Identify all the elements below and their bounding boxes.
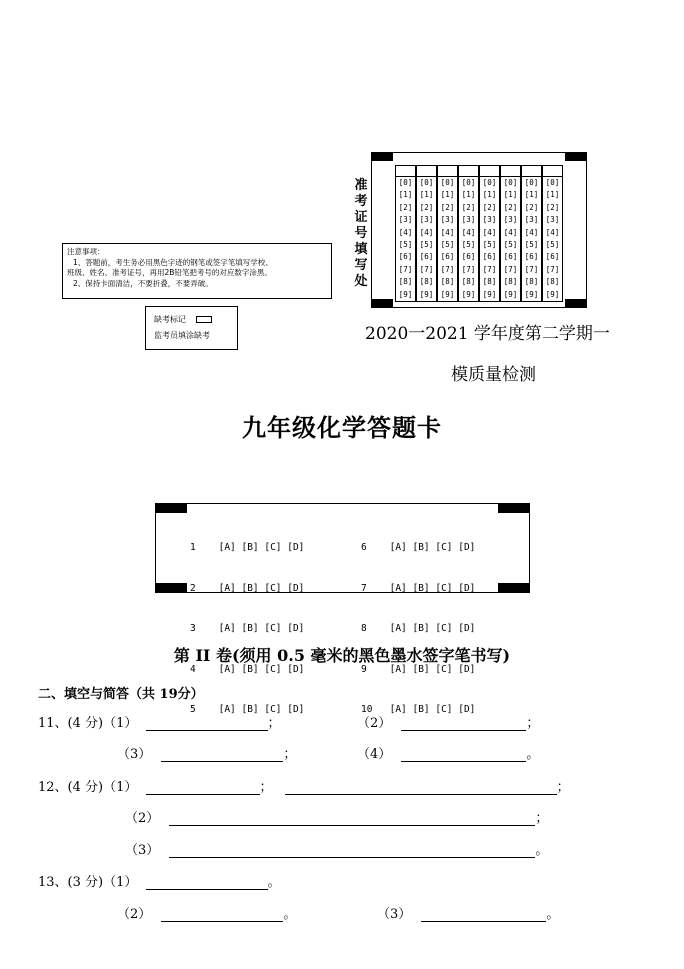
- id-write-cell[interactable]: [501, 166, 520, 177]
- id-digit-column: [500, 165, 521, 302]
- id-digit-bubble[interactable]: [6]: [419, 252, 434, 262]
- id-digit-bubble[interactable]: [2]: [398, 202, 413, 212]
- id-digit-bubble[interactable]: [7]: [503, 264, 518, 274]
- q13-line-1: [38, 871, 281, 890]
- answer-blank[interactable]: [285, 782, 557, 795]
- q12-line-1: [38, 776, 570, 795]
- id-digit-bubble[interactable]: [9]: [461, 289, 476, 299]
- q11-line-1b: [357, 712, 539, 731]
- period: 。: [546, 907, 560, 922]
- id-write-cell[interactable]: [438, 166, 457, 177]
- id-digit-bubble[interactable]: [4]: [419, 227, 434, 237]
- id-digit-bubble[interactable]: [7]: [419, 264, 434, 274]
- id-digit-bubble[interactable]: [3]: [545, 215, 560, 225]
- id-digit-bubble[interactable]: [4]: [482, 227, 497, 237]
- mc-row[interactable]: 2 [A] [B] [C] [D]: [190, 582, 305, 594]
- id-digit-bubble[interactable]: [9]: [482, 289, 497, 299]
- absent-mark-checkbox[interactable]: [196, 316, 212, 323]
- corner-mark: [565, 299, 587, 308]
- id-digit-bubble[interactable]: [7]: [440, 264, 455, 274]
- id-digit-bubble[interactable]: [5]: [482, 240, 497, 250]
- mc-row[interactable]: 4 [A] [B] [C] [D]: [190, 663, 305, 675]
- page-title: 九年级化学答题卡: [242, 413, 442, 442]
- id-digit-bubble[interactable]: [9]: [524, 289, 539, 299]
- id-digit-bubble[interactable]: [2]: [482, 202, 497, 212]
- q12-part-3: （3）: [125, 843, 160, 858]
- id-digit-bubble[interactable]: [8]: [461, 277, 476, 287]
- q13-line-2b: [377, 903, 559, 922]
- answer-blank[interactable]: [421, 909, 546, 922]
- period: 。: [526, 747, 540, 762]
- answer-blank[interactable]: [161, 909, 283, 922]
- answer-blank[interactable]: [169, 845, 535, 858]
- corner-mark: [565, 152, 587, 161]
- id-digit-bubble[interactable]: [2]: [461, 202, 476, 212]
- q12-part-2: （2）: [125, 811, 160, 826]
- id-digit-bubble[interactable]: [1]: [461, 190, 476, 200]
- id-digit-bubble[interactable]: [6]: [524, 252, 539, 262]
- notice-line-1: 1、答题前，考生务必用黑色字迹的钢笔或签字笔填写学校、: [73, 257, 273, 267]
- id-digit-bubble[interactable]: [8]: [524, 277, 539, 287]
- id-digit-bubble[interactable]: [9]: [440, 289, 455, 299]
- id-digit-bubble[interactable]: [6]: [503, 252, 518, 262]
- semicolon: ；: [526, 716, 540, 731]
- id-digit-column: [521, 165, 542, 302]
- period: 。: [283, 907, 297, 922]
- corner-mark: [498, 583, 530, 593]
- id-digit-bubble[interactable]: [1]: [524, 190, 539, 200]
- id-digit-bubble[interactable]: [1]: [545, 190, 560, 200]
- answer-blank[interactable]: [161, 749, 283, 762]
- id-digit-bubble[interactable]: [5]: [398, 240, 413, 250]
- id-digit-bubble[interactable]: [3]: [398, 215, 413, 225]
- id-digit-bubble[interactable]: [7]: [398, 264, 413, 274]
- id-digit-bubble[interactable]: [7]: [524, 264, 539, 274]
- answer-blank[interactable]: [169, 813, 535, 826]
- id-number-grid: [371, 152, 587, 308]
- id-write-cell[interactable]: [522, 166, 541, 177]
- q13-part-3: （3）: [377, 907, 412, 922]
- id-digit-bubble[interactable]: [8]: [398, 277, 413, 287]
- id-digit-bubble[interactable]: [1]: [419, 190, 434, 200]
- q12-head: 12、(4 分)（1）: [38, 780, 138, 795]
- notice-title: 注意事项：: [67, 247, 105, 256]
- id-digit-bubble[interactable]: [2]: [524, 202, 539, 212]
- period: 。: [535, 843, 549, 858]
- id-digit-bubble[interactable]: [5]: [545, 240, 560, 250]
- id-digit-bubble[interactable]: [5]: [440, 240, 455, 250]
- mc-row[interactable]: 8 [A] [B] [C] [D]: [361, 623, 476, 634]
- mc-row[interactable]: 7 [A] [B] [C] [D]: [361, 582, 476, 594]
- id-digit-bubble[interactable]: [0]: [524, 178, 539, 187]
- absent-mark-label: 缺考标记: [154, 314, 186, 324]
- id-write-cell[interactable]: [417, 166, 436, 177]
- id-digit-bubble[interactable]: [7]: [482, 264, 497, 274]
- id-digit-bubble[interactable]: [5]: [419, 240, 434, 250]
- q11-part-3: （3）: [117, 747, 152, 762]
- semicolon: ；: [556, 780, 570, 795]
- term-line: 2020一2021 学年度第二学期一: [365, 324, 610, 344]
- notice-box: [62, 243, 332, 299]
- id-digit-bubble[interactable]: [6]: [545, 252, 560, 262]
- id-digit-bubble[interactable]: [0]: [419, 178, 434, 187]
- id-digit-bubble[interactable]: [8]: [545, 277, 560, 287]
- id-write-cell[interactable]: [543, 166, 562, 177]
- id-digit-bubble[interactable]: [1]: [398, 190, 413, 200]
- q11-line-2b: [357, 743, 539, 762]
- id-digit-bubble[interactable]: [3]: [461, 215, 476, 225]
- id-digit-bubble[interactable]: [3]: [482, 215, 497, 225]
- mc-row[interactable]: 9 [A] [B] [C] [D]: [361, 663, 476, 675]
- q12-line-3: [125, 839, 548, 858]
- term-line-2: 模质量检测: [451, 365, 536, 385]
- id-digit-bubble[interactable]: [4]: [461, 227, 476, 237]
- id-digit-bubble[interactable]: [9]: [503, 289, 518, 299]
- mc-row[interactable]: 6 [A] [B] [C] [D]: [361, 542, 476, 553]
- corner-mark: [155, 583, 187, 593]
- id-digit-column: [437, 165, 458, 302]
- q11-head: 11、(4 分)（1）: [38, 716, 138, 731]
- id-digit-bubble[interactable]: [3]: [524, 215, 539, 225]
- id-digit-bubble[interactable]: [6]: [461, 252, 476, 262]
- corner-mark: [371, 152, 393, 161]
- id-digit-bubble[interactable]: [5]: [461, 240, 476, 250]
- id-digit-bubble[interactable]: [0]: [461, 178, 476, 187]
- id-digit-bubble[interactable]: [4]: [545, 227, 560, 237]
- id-digit-column: [479, 165, 500, 302]
- id-digit-bubble[interactable]: [2]: [419, 202, 434, 212]
- id-digit-bubble[interactable]: [8]: [440, 277, 455, 287]
- mc-row[interactable]: 3 [A] [B] [C] [D]: [190, 623, 305, 634]
- mc-row[interactable]: 5 [A] [B] [C] [D]: [190, 704, 305, 715]
- id-digit-bubble[interactable]: [3]: [440, 215, 455, 225]
- notice-line-2: 班级、姓名、准考证号，再用2B铅笔把考号的对应数字涂黑。: [67, 268, 272, 277]
- semicolon: ；: [259, 780, 273, 795]
- id-digit-bubble[interactable]: [3]: [419, 215, 434, 225]
- proctor-label: 监考员填涂缺考: [154, 330, 210, 340]
- q13-line-2: [117, 903, 296, 922]
- id-digit-bubble[interactable]: [6]: [440, 252, 455, 262]
- id-digit-bubble[interactable]: [8]: [419, 277, 434, 287]
- q11-line-2: [117, 743, 296, 762]
- answer-blank[interactable]: [401, 718, 526, 731]
- id-digit-column: [395, 165, 416, 302]
- id-digit-bubble[interactable]: [2]: [440, 202, 455, 212]
- id-digit-bubble[interactable]: [0]: [482, 178, 497, 187]
- id-digit-bubble[interactable]: [1]: [503, 190, 518, 200]
- id-digit-bubble[interactable]: [0]: [503, 178, 518, 187]
- q11-part-4: （4）: [357, 747, 392, 762]
- id-digit-bubble[interactable]: [3]: [503, 215, 518, 225]
- q11-part-2: （2）: [357, 716, 392, 731]
- id-digit-bubble[interactable]: [2]: [545, 202, 560, 212]
- answer-blank[interactable]: [146, 718, 268, 731]
- corner-mark: [498, 503, 530, 513]
- section-2-heading: 第 II 卷(须用 0.5 毫米的黑色墨水签字笔书写): [173, 646, 511, 665]
- answer-blank[interactable]: [146, 877, 268, 890]
- id-digit-bubble[interactable]: [4]: [398, 227, 413, 237]
- id-write-cell[interactable]: [396, 166, 415, 177]
- mc-row[interactable]: 10 [A] [B] [C] [D]: [361, 704, 476, 715]
- period: 。: [267, 875, 281, 890]
- corner-mark: [371, 299, 393, 308]
- id-digit-bubble[interactable]: [9]: [419, 289, 434, 299]
- id-digit-bubble[interactable]: [6]: [398, 252, 413, 262]
- semicolon: ；: [283, 747, 297, 762]
- id-digit-bubble[interactable]: [7]: [461, 264, 476, 274]
- id-digit-bubble[interactable]: [1]: [440, 190, 455, 200]
- id-digit-columns: [395, 165, 563, 302]
- absent-box: [145, 306, 238, 350]
- q13-part-2: （2）: [117, 907, 152, 922]
- id-digit-column: [542, 165, 563, 302]
- id-digit-bubble[interactable]: [9]: [545, 289, 560, 299]
- id-digit-bubble[interactable]: [1]: [482, 190, 497, 200]
- id-digit-bubble[interactable]: [4]: [524, 227, 539, 237]
- semicolon: ；: [267, 716, 281, 731]
- answer-blank[interactable]: [146, 782, 260, 795]
- id-digit-bubble[interactable]: [5]: [503, 240, 518, 250]
- id-digit-bubble[interactable]: [2]: [503, 202, 518, 212]
- id-field-label: 准考证号填写处: [354, 178, 368, 289]
- id-digit-column: [416, 165, 437, 302]
- id-digit-bubble[interactable]: [9]: [398, 289, 413, 299]
- answer-blank[interactable]: [401, 749, 526, 762]
- id-digit-bubble[interactable]: [5]: [524, 240, 539, 250]
- id-digit-column: [458, 165, 479, 302]
- id-digit-bubble[interactable]: [6]: [482, 252, 497, 262]
- id-digit-bubble[interactable]: [8]: [503, 277, 518, 287]
- id-digit-bubble[interactable]: [0]: [440, 178, 455, 187]
- id-digit-bubble[interactable]: [7]: [545, 264, 560, 274]
- id-write-cell[interactable]: [459, 166, 478, 177]
- part-heading: 二、填空与简答（共 19分）: [38, 687, 204, 702]
- q13-head: 13、(3 分)（1）: [38, 875, 138, 890]
- semicolon: ；: [535, 811, 549, 826]
- corner-mark: [155, 503, 187, 513]
- id-write-cell[interactable]: [480, 166, 499, 177]
- id-digit-bubble[interactable]: [8]: [482, 277, 497, 287]
- q11-line-1: [38, 712, 281, 731]
- id-digit-bubble[interactable]: [4]: [440, 227, 455, 237]
- id-digit-bubble[interactable]: [4]: [503, 227, 518, 237]
- mc-row[interactable]: 1 [A] [B] [C] [D]: [190, 542, 305, 553]
- id-digit-bubble[interactable]: [0]: [398, 178, 413, 187]
- q12-line-2: [125, 807, 548, 826]
- id-digit-bubble[interactable]: [0]: [545, 178, 560, 187]
- notice-line-3: 2、保持卡面清洁，不要折叠，不要弄破。: [73, 278, 213, 288]
